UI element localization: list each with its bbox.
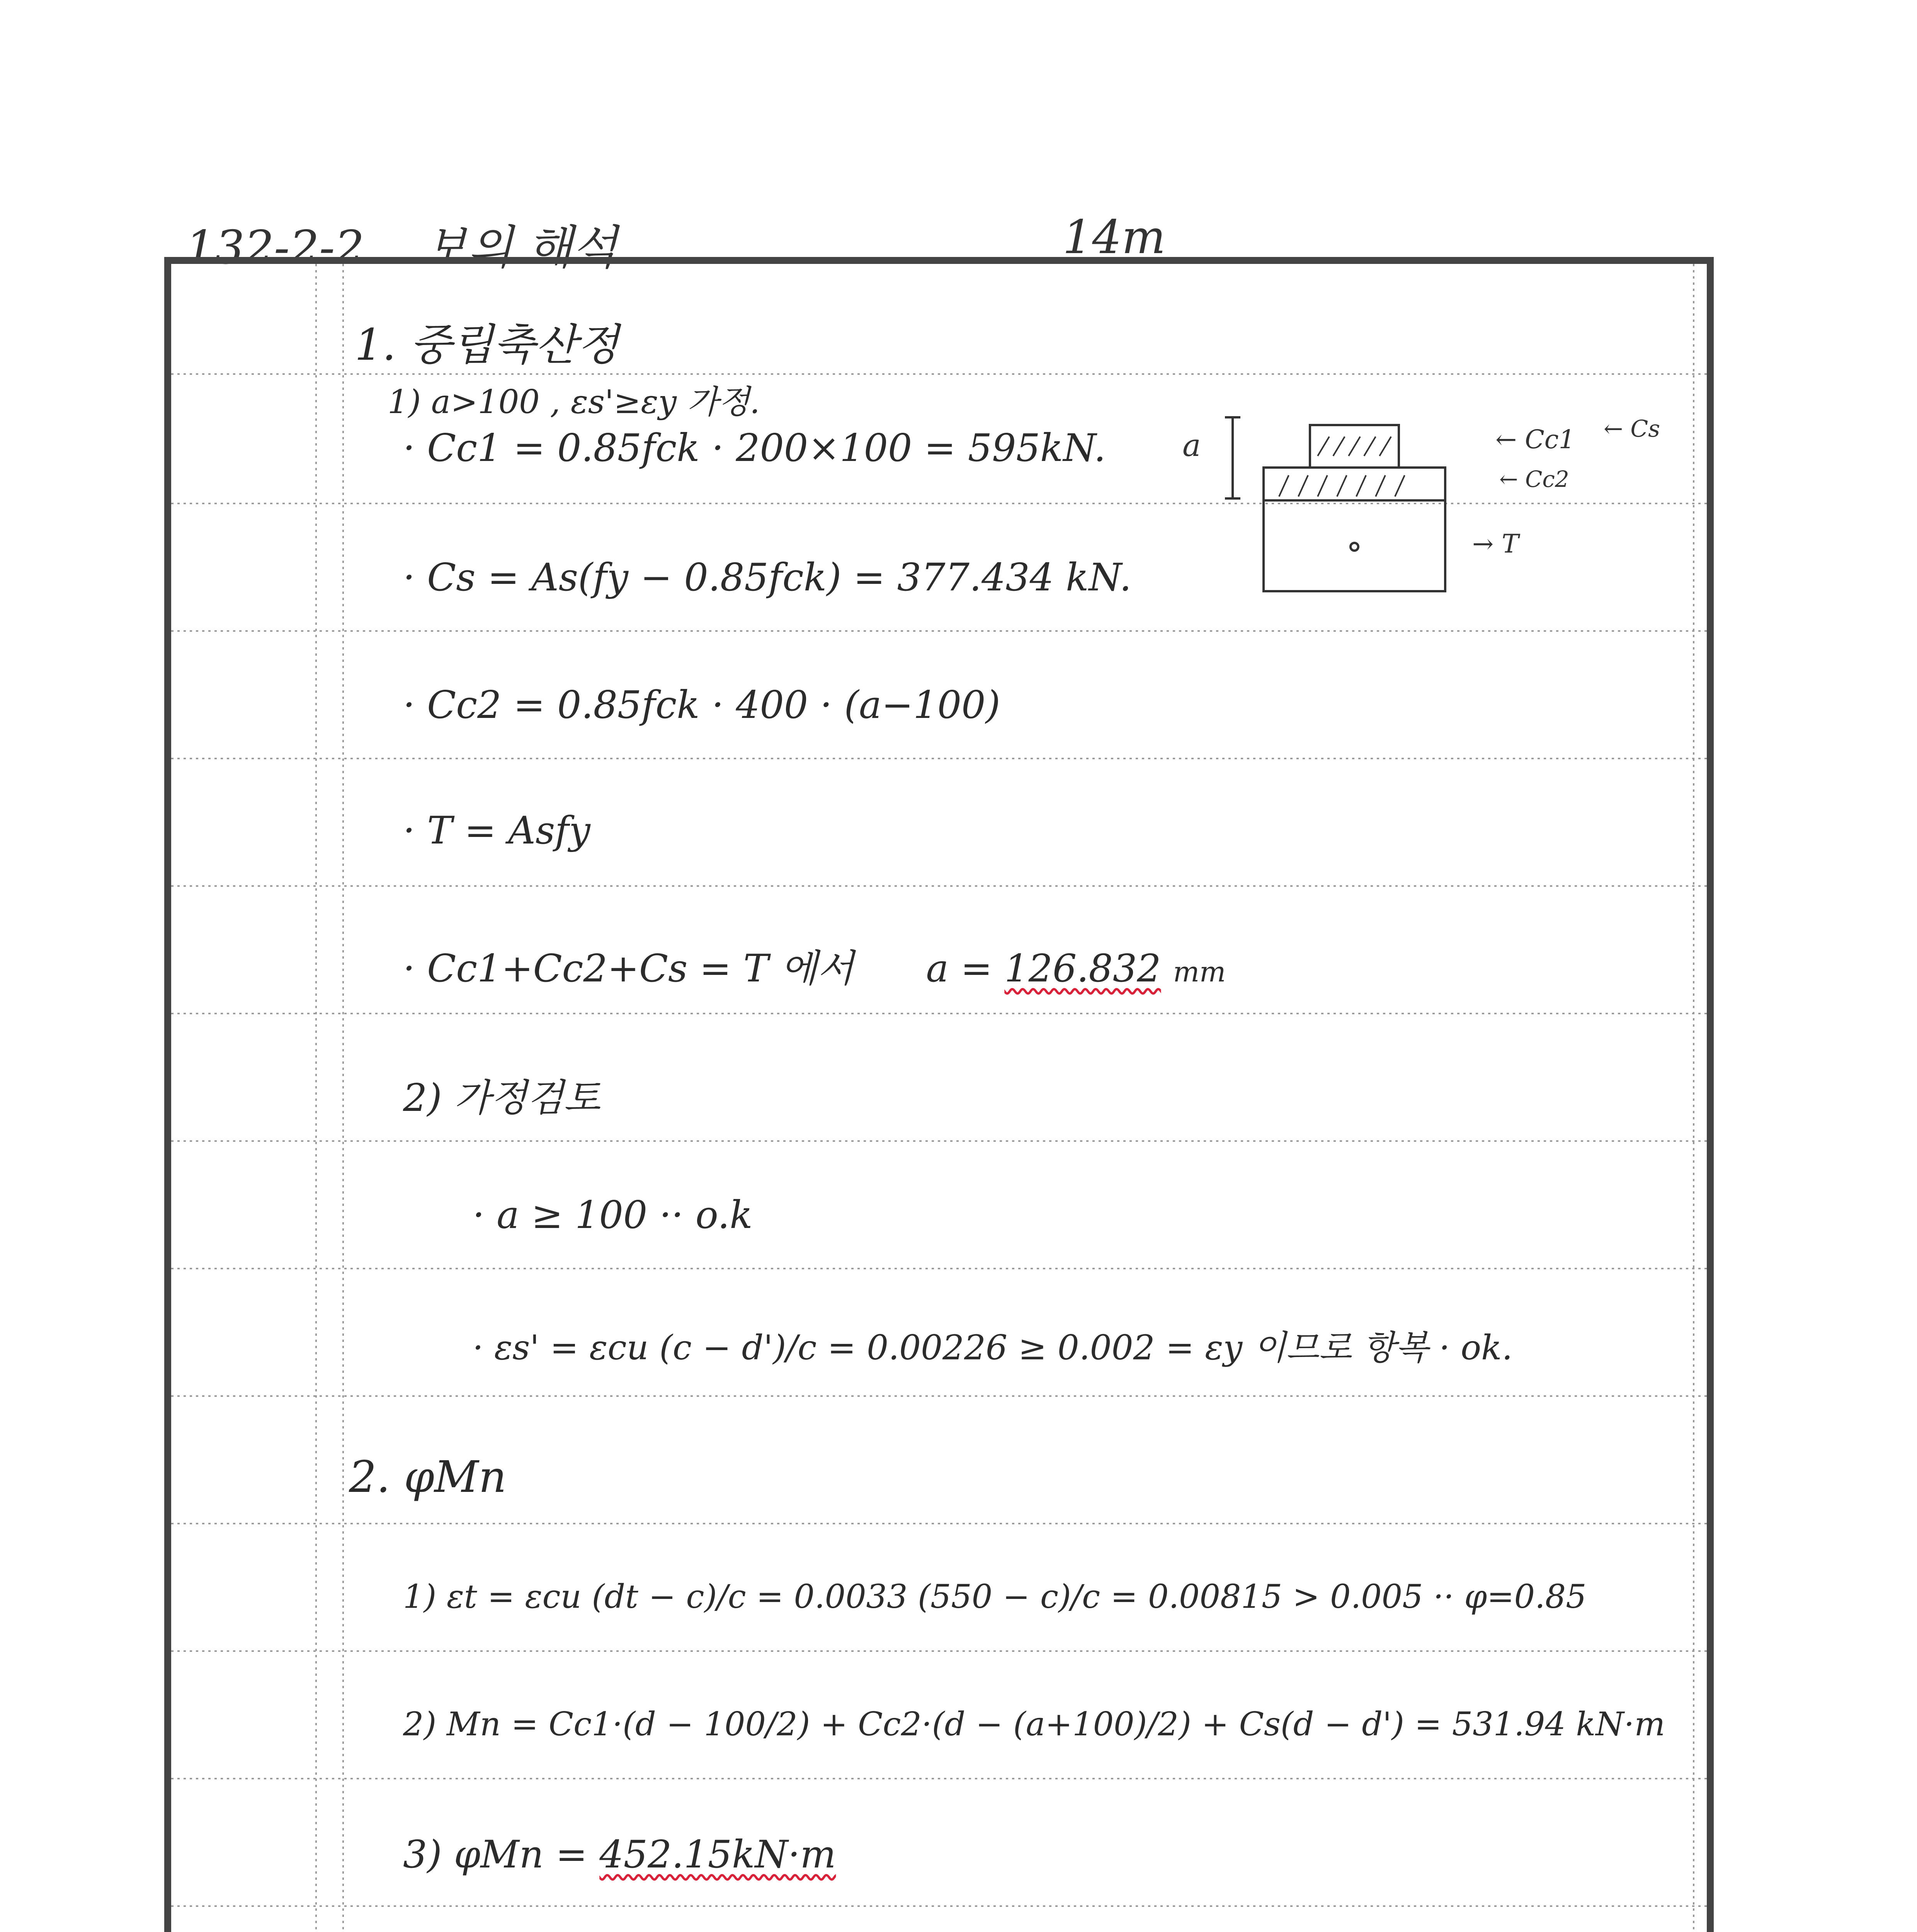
equilibrium-line (403, 938, 1226, 993)
diagram-label-a: a (1182, 427, 1201, 463)
design-moment-line (403, 1833, 836, 1877)
section-1-heading: 1. 중립축산정 (355, 320, 619, 370)
diagram-label-t: → T (1472, 529, 1519, 559)
section-diagram (1167, 410, 1681, 603)
diagram-label-cs: ← Cs (1604, 415, 1660, 442)
check-strain-line: · εs' = εcu (c − d')/c = 0.00226 ≥ 0.002 = εy 이므로 항복 · ok. (473, 1328, 1513, 1367)
t-equation: · T = Asfy (403, 809, 590, 853)
problem-title: 보의 해석 (423, 221, 617, 275)
cc2-equation: · Cc2 = 0.85fck · 400 · (a−100) (403, 683, 1000, 727)
cc1-equation: · Cc1 = 0.85fck · 200×100 = 595kN. (403, 426, 1106, 470)
diagram-label-cc2: ← Cc2 (1499, 466, 1569, 492)
a-unit: mm (1173, 956, 1226, 988)
a-value: 126.832 (1004, 947, 1161, 991)
tensile-strain-line: 1) εt = εcu (dt − c)/c = 0.0033 (550 − c)/c = 0.00815 > 0.005 ·· φ=0.85 (403, 1578, 1587, 1616)
time-label: 14m (1063, 211, 1166, 264)
section-2-heading: 2. φMn (349, 1452, 507, 1502)
check-a-line: · a ≥ 100 ·· o.k (473, 1193, 753, 1237)
problem-id: 132-2-2 (185, 221, 364, 275)
assumption-line: 1) a>100 , εs'≥εy 가정. (388, 383, 760, 421)
design-moment-label: 3) φMn = (403, 1833, 588, 1877)
diagram-label-cc1: ← Cc1 (1495, 425, 1575, 454)
rebar-dot (1351, 543, 1358, 551)
web-rect (1264, 468, 1445, 591)
nominal-moment-line: 2) Mn = Cc1·(d − 100/2) + Cc2·(d − (a+100)/2) + Cs(d − d') = 531.94 kN·m (403, 1705, 1665, 1743)
a-label: a = (926, 947, 993, 991)
design-moment-value: 452.15kN·m (599, 1833, 836, 1877)
assumption-check-heading: 2) 가정검토 (403, 1076, 600, 1120)
cs-equation: · Cs = As(fy − 0.85fck) = 377.434 kN. (403, 556, 1132, 600)
equilibrium-text: · Cc1+Cc2+Cs = T 에서 (403, 947, 854, 991)
